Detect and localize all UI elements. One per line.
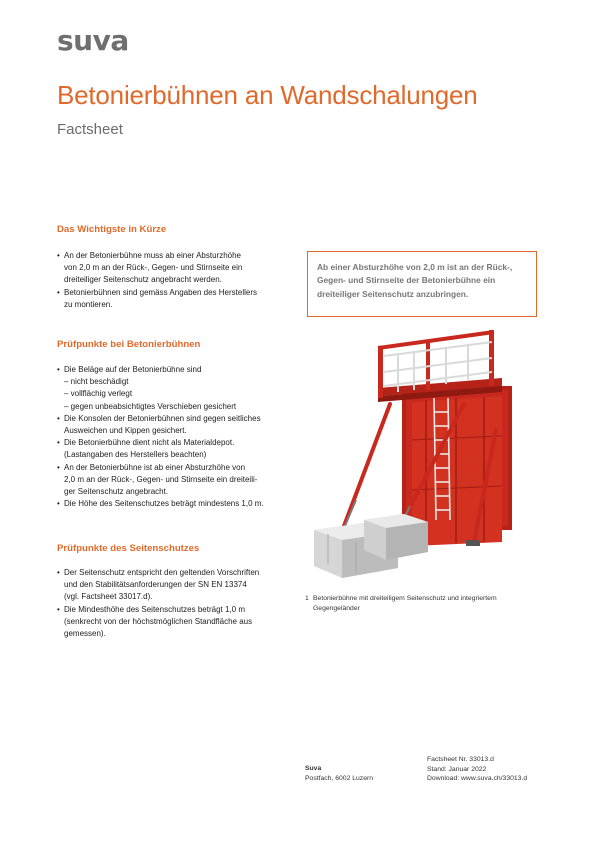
- list-line: (vgl. Factsheet 33017.d).: [64, 592, 153, 602]
- bullet-item: • Die Beläge auf der Betonierbühne sind: [57, 364, 297, 376]
- list-line: (Lastangaben des Herstellers beachten): [64, 450, 207, 460]
- footer-meta: [427, 755, 527, 784]
- page-title: Betonierbühnen an Wandschalungen: [57, 80, 478, 110]
- platform-checks-list: [57, 364, 297, 510]
- key-message-callout: Ab einer Absturzhöhe von 2,0 m ist an der Rück-, Gegen- und Stirnseite der Betonierbühne ein dreiteiliger Seitenschutz anzubringen.: [307, 251, 537, 317]
- bullet-item: • Die Betonierbühne dient nicht als Materialdepot.: [57, 437, 297, 449]
- list-line: – nicht beschädigt: [64, 377, 129, 387]
- page-subtitle: Factsheet: [57, 121, 123, 138]
- concrete-ballast-blocks: [314, 514, 428, 578]
- section-heading-guardrail-checks: Prüfpunkte des Seitenschutzes: [57, 543, 200, 554]
- list-line: Ausweichen und Kippen gesichert.: [64, 426, 187, 436]
- section-heading-platform-checks: Prüfpunkte bei Betonierbühnen: [57, 339, 201, 350]
- figure-number: 1: [305, 595, 309, 602]
- status-date: Stand: Januar 2022: [427, 765, 487, 773]
- section-heading-essentials: Das Wichtigste in Kürze: [57, 224, 167, 235]
- list-line: gemessen).: [64, 629, 106, 639]
- factsheet-number: Factsheet Nr. 33013.d: [427, 756, 494, 763]
- essentials-list: [57, 250, 297, 311]
- formwork-platform-photo: [306, 320, 538, 582]
- guardrail-checks-list: [57, 567, 297, 640]
- bullet-item: • Der Seitenschutz entspricht den geltenden Vorschriften: [57, 567, 297, 579]
- list-line: – vollflächig verlegt: [64, 389, 133, 399]
- download-link[interactable]: Download: www.suva.ch/33013.d: [427, 775, 528, 783]
- bullet-item: • An der Betonierbühne muss ab einer Absturzhöhe: [57, 250, 297, 262]
- bullet-item: • Betonierbühnen sind gemäss Angaben des Herstellers: [57, 287, 297, 299]
- list-line: (senkrecht von der höchstmöglichen Standfläche aus: [64, 616, 253, 626]
- bullet-item: • An der Betonierbühne ist ab einer Absturzhöhe von: [57, 462, 297, 474]
- footer-address: [305, 764, 373, 783]
- bullet-item: • Die Konsolen der Betonierbühnen sind gegen seitliches: [57, 413, 297, 425]
- suva-logo: suva: [57, 24, 129, 57]
- list-line: – gegen unbeabsichtigtes Verschieben gesichert: [64, 401, 237, 411]
- figure-caption-text: Betonierbühne mit dreiteiligem Seitenschutz und integriertem Gegengeländer: [313, 595, 497, 612]
- list-line: und den Stabilitätsanforderungen der SN EN 13374: [64, 580, 247, 590]
- figure-caption: [305, 594, 545, 613]
- bullet-item: • Die Höhe des Seitenschutzes beträgt mindestens 1,0 m.: [57, 498, 297, 510]
- bullet-item: • Die Mindesthöhe des Seitenschutzes beträgt 1,0 m: [57, 604, 297, 616]
- footer-org: Suva: [305, 765, 322, 772]
- list-line: 2,0 m an der Rück-, Gegen- und Stirnseite ein dreiteili-: [64, 474, 258, 484]
- platform-post-left: [378, 346, 383, 398]
- list-line: ger Seitenschutz angebracht.: [64, 487, 169, 497]
- list-line: von 2,0 m an der Rück-, Gegen- und Stirnseite ein: [64, 263, 243, 273]
- list-line: dreiteiliger Seitenschutz angebracht werden.: [64, 275, 222, 285]
- list-line: zu montieren.: [64, 299, 113, 309]
- footer-postal: Postfach, 6002 Luzern: [305, 774, 374, 782]
